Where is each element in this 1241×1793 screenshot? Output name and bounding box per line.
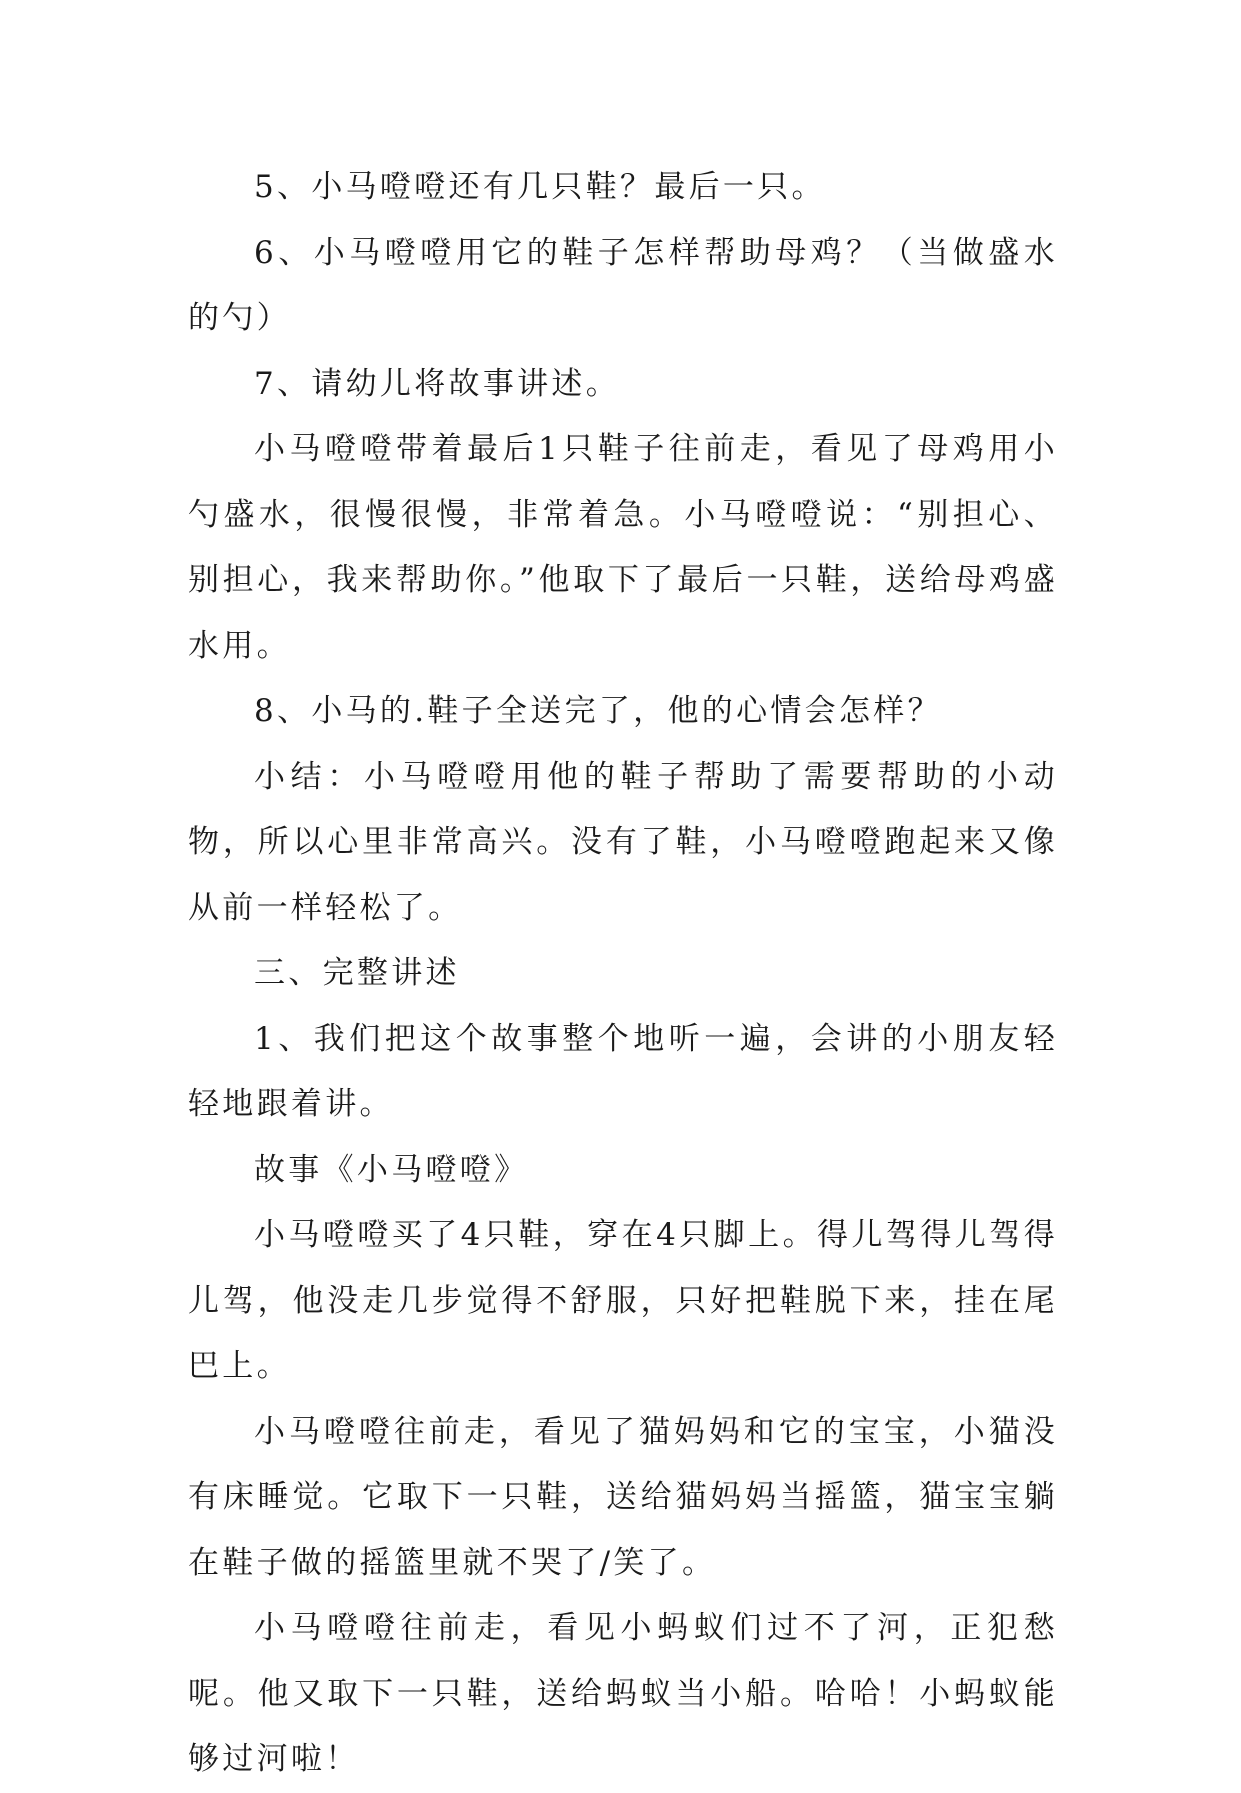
paragraph-question-6: 6、小马噔噔用它的鞋子怎样帮助母鸡？（当做盛水的勺） bbox=[188, 234, 1058, 336]
paragraph-story-ants: 小马噔噔往前走，看见小蚂蚁们过不了河，正犯愁呢。他又取下一只鞋，送给蚂蚁当小船。哈哈！小蚂蚁能够过河啦！ bbox=[188, 1610, 1058, 1777]
document-body bbox=[188, 155, 1058, 1793]
paragraph-story-shoes: 小马噔噔买了4只鞋，穿在4只脚上。得儿驾得儿驾得儿驾，他没走几步觉得不舒服，只好把鞋脱下来，挂在尾巴上。 bbox=[188, 1217, 1058, 1384]
paragraph-question-7: 7、请幼儿将故事讲述。 bbox=[254, 365, 621, 402]
section-heading-3: 三、完整讲述 bbox=[254, 955, 460, 991]
story-title: 故事《小马噔噔》 bbox=[254, 1151, 529, 1188]
paragraph-story-hen: 小马噔噔带着最后1只鞋子往前走，看见了母鸡用小勺盛水，很慢很慢，非常着急。小马噔噔说：“别担心、别担心，我来帮助你。”他取下了最后一只鞋，送给母鸡盛水用。 bbox=[188, 431, 1058, 664]
paragraph-question-8: 8、小马的.鞋子全送完了，他的心情会怎样？ bbox=[254, 693, 942, 729]
paragraph-summary: 小结：小马噔噔用他的鞋子帮助了需要帮助的小动物，所以心里非常高兴。没有了鞋，小马噔噔跑起来又像从前一样轻松了。 bbox=[188, 758, 1058, 926]
paragraph-question-5: 5、小马噔噔还有几只鞋？最后一只。 bbox=[254, 169, 826, 205]
paragraph-story-cat: 小马噔噔往前走，看见了猫妈妈和它的宝宝，小猫没有床睡觉。它取下一只鞋，送给猫妈妈当摇篮，猫宝宝躺在鞋子做的摇篮里就不哭了/笑了。 bbox=[188, 1413, 1058, 1581]
paragraph-step-1: 1、我们把这个故事整个地听一遍，会讲的小朋友轻轻地跟着讲。 bbox=[188, 1020, 1058, 1122]
